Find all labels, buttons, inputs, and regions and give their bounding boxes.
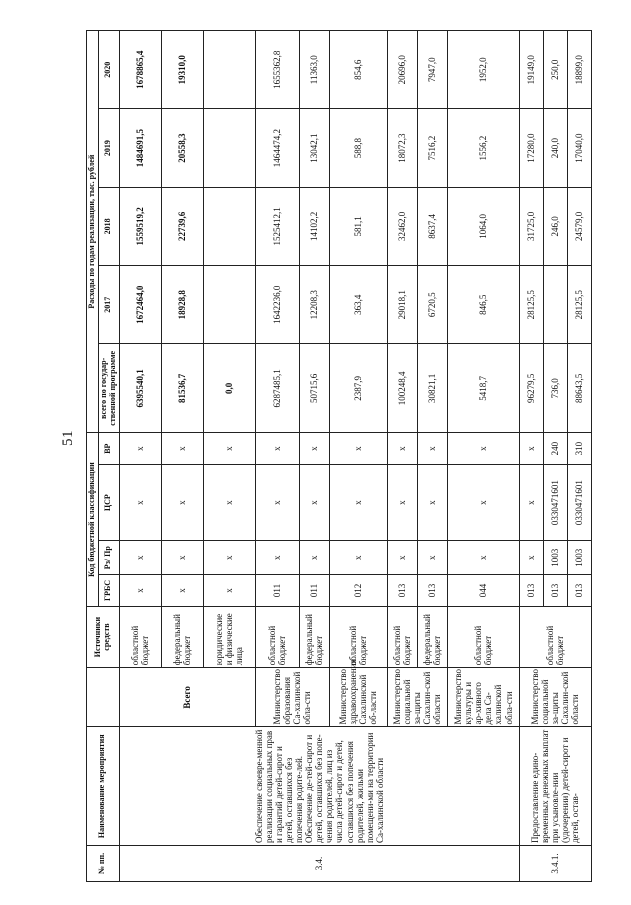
total-cell: 50715,6 [299, 344, 329, 433]
vr-cell: х [255, 433, 299, 465]
y2018-cell: 31725,0 [519, 187, 543, 265]
y2018-cell: 22739,6 [161, 187, 203, 265]
header-source: Источники средств [87, 606, 120, 667]
y2018-cell: 32462,0 [387, 187, 417, 265]
total-cell: 736,0 [543, 344, 567, 433]
source-cell: областной бюджет [447, 606, 519, 667]
csr-cell: 0330471601 [567, 465, 591, 541]
y2020-cell: 250,0 [543, 31, 567, 109]
grbs-cell: 013 [417, 575, 447, 607]
y2019-cell: 1484691,5 [119, 109, 161, 187]
table-row [519, 31, 543, 882]
rotated-page [86, 30, 631, 882]
header-rzpr: Рз/ Пр [98, 541, 119, 575]
csr-cell: х [203, 465, 255, 541]
grbs-cell: 013 [519, 575, 543, 607]
csr-cell: х [519, 465, 543, 541]
y2017-cell: 363,4 [329, 266, 387, 344]
rzpr-cell: 1003 [567, 541, 591, 575]
header-name: Наименование мероприятия [87, 727, 120, 846]
activity-name: Обеспечение своевре-менной реализации социальных прав и гарантий детей-сирот и детей, оставшихся без попечения родите-лей. Обеспечение де-тей-сирот и детей, оставшихся без попе-чения родителей, лиц из числа детей-сирот и детей, оставшихся без попечения родителей, жильми помещени-ми на территории Са-халинской области [119, 727, 519, 846]
header-expenses: Расходы по годам реализации, тыс. рублей [87, 31, 99, 433]
total-cell: 96279,5 [519, 344, 543, 433]
executor-cell: Министерство социальной за-щиты Сахалин-ской области [519, 668, 591, 727]
y2018-cell: 246,0 [543, 187, 567, 265]
y2019-cell: 7516,2 [417, 109, 447, 187]
total-cell: 30821,1 [417, 344, 447, 433]
source-cell: областной бюджет [387, 606, 417, 667]
table-row [119, 31, 161, 882]
budget-table [86, 30, 592, 882]
y2018-cell [203, 187, 255, 265]
grbs-cell: 013 [387, 575, 417, 607]
y2018-cell: 1559519,2 [119, 187, 161, 265]
header-total: всего по государ-ственной программе [98, 344, 119, 433]
total-cell: 6287485,1 [255, 344, 299, 433]
total-cell: 81536,7 [161, 344, 203, 433]
vr-cell: х [161, 433, 203, 465]
grbs-cell: 012 [329, 575, 387, 607]
csr-cell: х [447, 465, 519, 541]
source-cell: областной бюджет [519, 606, 591, 667]
vr-cell: х [119, 433, 161, 465]
y2020-cell: 19149,0 [519, 31, 543, 109]
y2019-cell [203, 109, 255, 187]
total-cell: 2387,9 [329, 344, 387, 433]
y2019-cell: 588,8 [329, 109, 387, 187]
header-executor [87, 668, 120, 727]
y2017-cell: 12208,3 [299, 266, 329, 344]
y2020-cell: 854,6 [329, 31, 387, 109]
rzpr-cell: х [203, 541, 255, 575]
grbs-cell: 011 [255, 575, 299, 607]
y2020-cell: 1678865,4 [119, 31, 161, 109]
y2017-cell: 28125,5 [567, 266, 591, 344]
y2018-cell: 581,1 [329, 187, 387, 265]
y2019-cell: 20558,3 [161, 109, 203, 187]
rzpr-cell: х [255, 541, 299, 575]
y2020-cell: 20696,0 [387, 31, 417, 109]
page-number: 51 [60, 430, 76, 446]
header-kbk: Код бюджетной классификации [87, 433, 99, 607]
grbs-cell: х [119, 575, 161, 607]
vr-cell: х [329, 433, 387, 465]
header-vr: ВР [98, 433, 119, 465]
y2017-cell: 28125,5 [519, 266, 543, 344]
y2019-cell: 13042,1 [299, 109, 329, 187]
source-cell: федеральный бюджет [161, 606, 203, 667]
header-num: № пп. [87, 846, 120, 882]
total-label: Всего [119, 668, 255, 727]
grbs-cell: 011 [299, 575, 329, 607]
y2019-cell: 17280,0 [519, 109, 543, 187]
y2018-cell: 1525412,1 [255, 187, 299, 265]
row-number: 3.4. [119, 846, 519, 882]
y2019-cell: 1464474,2 [255, 109, 299, 187]
y2017-cell [203, 266, 255, 344]
total-cell: 5418,7 [447, 344, 519, 433]
y2017-cell: 6720,5 [417, 266, 447, 344]
rzpr-cell: х [119, 541, 161, 575]
csr-cell: х [161, 465, 203, 541]
vr-cell: х [519, 433, 543, 465]
executor-cell: Министерство здравоохранения Сахалинской об-ласти [329, 668, 387, 727]
y2020-cell: 1655362,8 [255, 31, 299, 109]
source-cell: федеральный бюджет [299, 606, 329, 667]
source-cell: областной бюджет [119, 606, 161, 667]
grbs-cell: 044 [447, 575, 519, 607]
y2020-cell: 7947,0 [417, 31, 447, 109]
rzpr-cell: х [299, 541, 329, 575]
grbs-cell: 013 [543, 575, 567, 607]
csr-cell: х [119, 465, 161, 541]
grbs-cell: 013 [567, 575, 591, 607]
total-cell: 88643,5 [567, 344, 591, 433]
header-2019: 2019 [98, 109, 119, 187]
rzpr-cell: х [329, 541, 387, 575]
header-2020: 2020 [98, 31, 119, 109]
header-2017: 2017 [98, 266, 119, 344]
vr-cell: х [299, 433, 329, 465]
csr-cell: х [299, 465, 329, 541]
grbs-cell: х [203, 575, 255, 607]
header-grbs: ГРБС [98, 575, 119, 607]
y2019-cell: 240,0 [543, 109, 567, 187]
header-2018: 2018 [98, 187, 119, 265]
csr-cell: х [255, 465, 299, 541]
y2019-cell: 1556,2 [447, 109, 519, 187]
vr-cell: х [203, 433, 255, 465]
rzpr-cell: х [519, 541, 543, 575]
vr-cell: х [387, 433, 417, 465]
grbs-cell: х [161, 575, 203, 607]
source-cell: федеральный бюджет [417, 606, 447, 667]
y2018-cell: 1064,0 [447, 187, 519, 265]
executor-cell: Министерство культуры и ар-хивного дела Са-халинской обла-сти [447, 668, 519, 727]
csr-cell: 0330471601 [543, 465, 567, 541]
executor-cell: Министерство образования Са-халинской обла-сти [255, 668, 329, 727]
rzpr-cell: х [417, 541, 447, 575]
y2019-cell: 17040,0 [567, 109, 591, 187]
y2020-cell [203, 31, 255, 109]
rzpr-cell: х [447, 541, 519, 575]
row-number: 3.4.1. [519, 846, 591, 882]
rzpr-cell: х [387, 541, 417, 575]
rzpr-cell: 1003 [543, 541, 567, 575]
total-cell: 100248,4 [387, 344, 417, 433]
y2017-cell: 846,5 [447, 266, 519, 344]
y2018-cell: 8637,4 [417, 187, 447, 265]
y2017-cell: 1642236,0 [255, 266, 299, 344]
y2018-cell: 14102,2 [299, 187, 329, 265]
activity-name: Предоставление едино-временных денежных выплат при усыновле-нии (удочерении) детей-сирот и детей, остав- [519, 727, 591, 846]
y2020-cell: 18899,0 [567, 31, 591, 109]
y2018-cell: 24579,0 [567, 187, 591, 265]
y2020-cell: 11363,0 [299, 31, 329, 109]
y2020-cell: 1952,0 [447, 31, 519, 109]
csr-cell: х [329, 465, 387, 541]
vr-cell: х [417, 433, 447, 465]
y2017-cell: 18928,8 [161, 266, 203, 344]
y2017-cell: 1672464,0 [119, 266, 161, 344]
source-cell: областной бюджет [255, 606, 299, 667]
total-cell: 0,0 [203, 344, 255, 433]
header-csr: ЦСР [98, 465, 119, 541]
total-cell: 6395540,1 [119, 344, 161, 433]
vr-cell: х [447, 433, 519, 465]
y2019-cell: 18072,3 [387, 109, 417, 187]
y2020-cell: 19310,0 [161, 31, 203, 109]
csr-cell: х [417, 465, 447, 541]
vr-cell: 240 [543, 433, 567, 465]
y2017-cell [543, 266, 567, 344]
vr-cell: 310 [567, 433, 591, 465]
executor-cell: Министерство социальной за-щиты Сахалин-ской области [387, 668, 447, 727]
source-cell: юридические и физические лица [203, 606, 255, 667]
y2017-cell: 29018,1 [387, 266, 417, 344]
rzpr-cell: х [161, 541, 203, 575]
csr-cell: х [387, 465, 417, 541]
source-cell: областной бюджет [329, 606, 387, 667]
